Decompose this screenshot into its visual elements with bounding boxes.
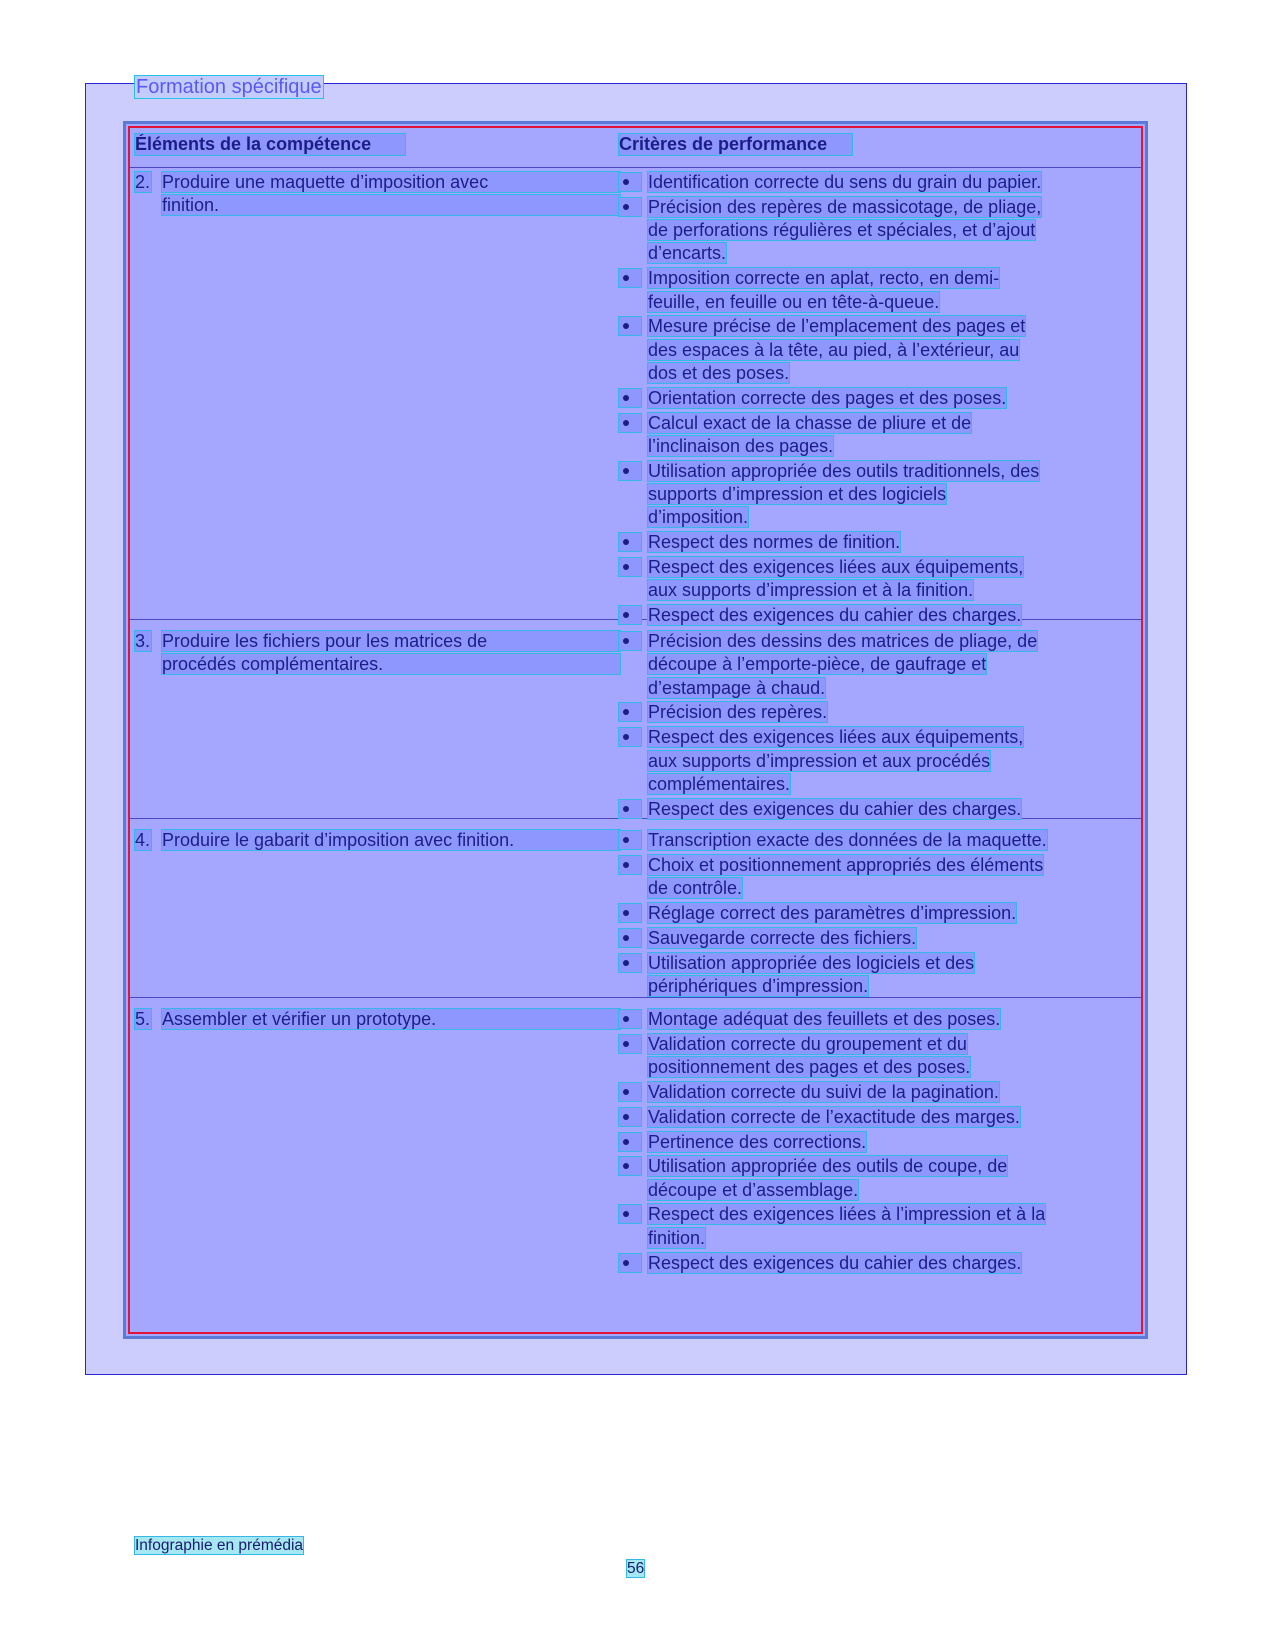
criterion-text-line: complémentaires. [648, 773, 791, 794]
element-number: 4. [135, 830, 151, 850]
table-header [130, 128, 1141, 168]
element-text-line: Assembler et vérifier un prototype. [162, 1009, 620, 1029]
bullet-icon [619, 1108, 641, 1126]
element-text-line: Produire le gabarit d’imposition avec finition. [162, 830, 620, 850]
bullet-icon [619, 414, 641, 432]
criterion-text-line: de contrôle. [648, 878, 743, 899]
bullet-icon [619, 389, 641, 407]
criterion-text-line: Montage adéquat des feuillets et des poses. [648, 1009, 1001, 1029]
element-text-line: Produire les fichiers pour les matrices de [162, 631, 620, 651]
bullet-icon [619, 728, 641, 746]
criterion-text-line: d’estampage à chaud. [648, 677, 826, 698]
criterion-text-line: Respect des exigences liées à l’impression et à la [648, 1204, 1046, 1225]
criterion-text-line: Pertinence des corrections. [648, 1131, 867, 1152]
bullet-icon [619, 269, 641, 287]
element-text-line: Produire une maquette d’imposition avec [162, 172, 620, 192]
criterion-text-line: découpe et d’assemblage. [648, 1179, 859, 1200]
criterion-text-line: supports d’impression et des logiciels [648, 483, 947, 504]
bullet-icon [619, 703, 641, 721]
criterion-text-line: des espaces à la tête, au pied, à l’extérieur, au [648, 339, 1020, 360]
criterion-text-line: d’imposition. [648, 507, 749, 528]
element-text-line: procédés complémentaires. [162, 654, 620, 674]
criterion-text-line: périphériques d’impression. [648, 975, 869, 996]
criterion-text-line: Respect des exigences du cahier des charges. [648, 1252, 1022, 1273]
criterion-text-line: de perforations régulières et spéciales, et d’ajout [648, 220, 1036, 241]
criterion-text-line: Validation correcte du groupement et du [648, 1033, 967, 1054]
criterion-text-line: Sauvegarde correcte des fichiers. [648, 927, 917, 948]
criterion-text-line: finition. [648, 1227, 706, 1248]
element-number: 2. [135, 172, 151, 192]
criterion-text-line: Réglage correct des paramètres d’impression. [648, 902, 1017, 923]
bullet-icon [619, 198, 641, 216]
bullet-icon [619, 929, 641, 947]
criterion-text-line: aux supports d’impression et à la finition. [648, 580, 974, 601]
bullet-icon [619, 904, 641, 922]
bullet-icon [619, 558, 641, 576]
criterion-text-line: Précision des dessins des matrices de pliage, de [648, 631, 1038, 651]
criterion-text-line: d’encarts. [648, 243, 727, 264]
bullet-icon [619, 856, 641, 874]
bullet-icon [619, 173, 641, 191]
bullet-icon [619, 1010, 641, 1028]
criterion-text-line: Mesure précise de l’emplacement des pages et [648, 316, 1026, 337]
bullet-icon [619, 831, 641, 849]
criterion-text-line: Respect des exigences liées aux équipements, [648, 556, 1024, 577]
row-divider [130, 997, 1141, 998]
criterion-text-line: Orientation correcte des pages et des poses. [648, 387, 1007, 408]
criterion-text-line: Utilisation appropriée des logiciels et des [648, 952, 975, 973]
header-elements: Éléments de la compétence [135, 134, 405, 155]
section-title: Formation spécifique [136, 76, 322, 98]
bullet-icon [619, 1133, 641, 1151]
criterion-text-line: Validation correcte du suivi de la pagination. [648, 1081, 999, 1102]
bullet-icon [619, 317, 641, 335]
header-criteria: Critères de performance [619, 134, 852, 155]
criterion-text-line: positionnement des pages et des poses. [648, 1057, 971, 1078]
criterion-text-line: Imposition correcte en aplat, recto, en demi- [648, 268, 1000, 289]
bullet-icon [619, 1254, 641, 1272]
bullet-icon [619, 1157, 641, 1175]
criterion-text-line: découpe à l’emporte-pièce, de gaufrage et [648, 654, 987, 675]
criterion-text-line: Précision des repères de massicotage, de pliage, [648, 196, 1042, 217]
criterion-text-line: feuille, en feuille ou en tête-à-queue. [648, 291, 940, 312]
table-inner [128, 126, 1143, 1334]
element-number: 3. [135, 631, 151, 651]
bullet-icon [619, 1035, 641, 1053]
criterion-text-line: dos et des poses. [648, 362, 790, 383]
criterion-text-line: Précision des repères. [648, 702, 828, 723]
footer-title: Infographie en prémédia [135, 1537, 304, 1554]
element-number: 5. [135, 1009, 151, 1029]
criterion-text-line: Respect des exigences du cahier des charges. [648, 798, 1022, 819]
element-text-line: finition. [162, 195, 620, 215]
bullet-icon [619, 1205, 641, 1223]
criterion-text-line: Identification correcte du sens du grain du papier. [648, 172, 1042, 192]
bullet-icon [619, 1083, 641, 1101]
bullet-icon [619, 533, 641, 551]
criterion-text-line: Transcription exacte des données de la maquette. [648, 830, 1047, 850]
page-number: 56 [627, 1560, 645, 1577]
bullet-icon [619, 462, 641, 480]
criterion-text-line: Respect des normes de finition. [648, 532, 901, 552]
competence-table [123, 121, 1148, 1339]
bullet-icon [619, 632, 641, 650]
criterion-text-line: Validation correcte de l’exactitude des marges. [648, 1106, 1020, 1127]
bullet-icon [619, 606, 641, 624]
bullet-icon [619, 954, 641, 972]
criterion-text-line: Calcul exact de la chasse de pliure et de [648, 412, 972, 433]
bullet-icon [619, 800, 641, 818]
criterion-text-line: aux supports d’impression et aux procédés [648, 750, 991, 771]
criterion-text-line: l’inclinaison des pages. [648, 435, 834, 456]
criterion-text-line: Choix et positionnement appropriés des éléments [648, 854, 1044, 875]
criterion-text-line: Utilisation appropriée des outils de coupe, de [648, 1156, 1008, 1177]
criterion-text-line: Utilisation appropriée des outils traditionnels, des [648, 460, 1040, 481]
criterion-text-line: Respect des exigences liées aux équipements, [648, 727, 1024, 748]
criterion-text-line: Respect des exigences du cahier des charges. [648, 604, 1022, 625]
